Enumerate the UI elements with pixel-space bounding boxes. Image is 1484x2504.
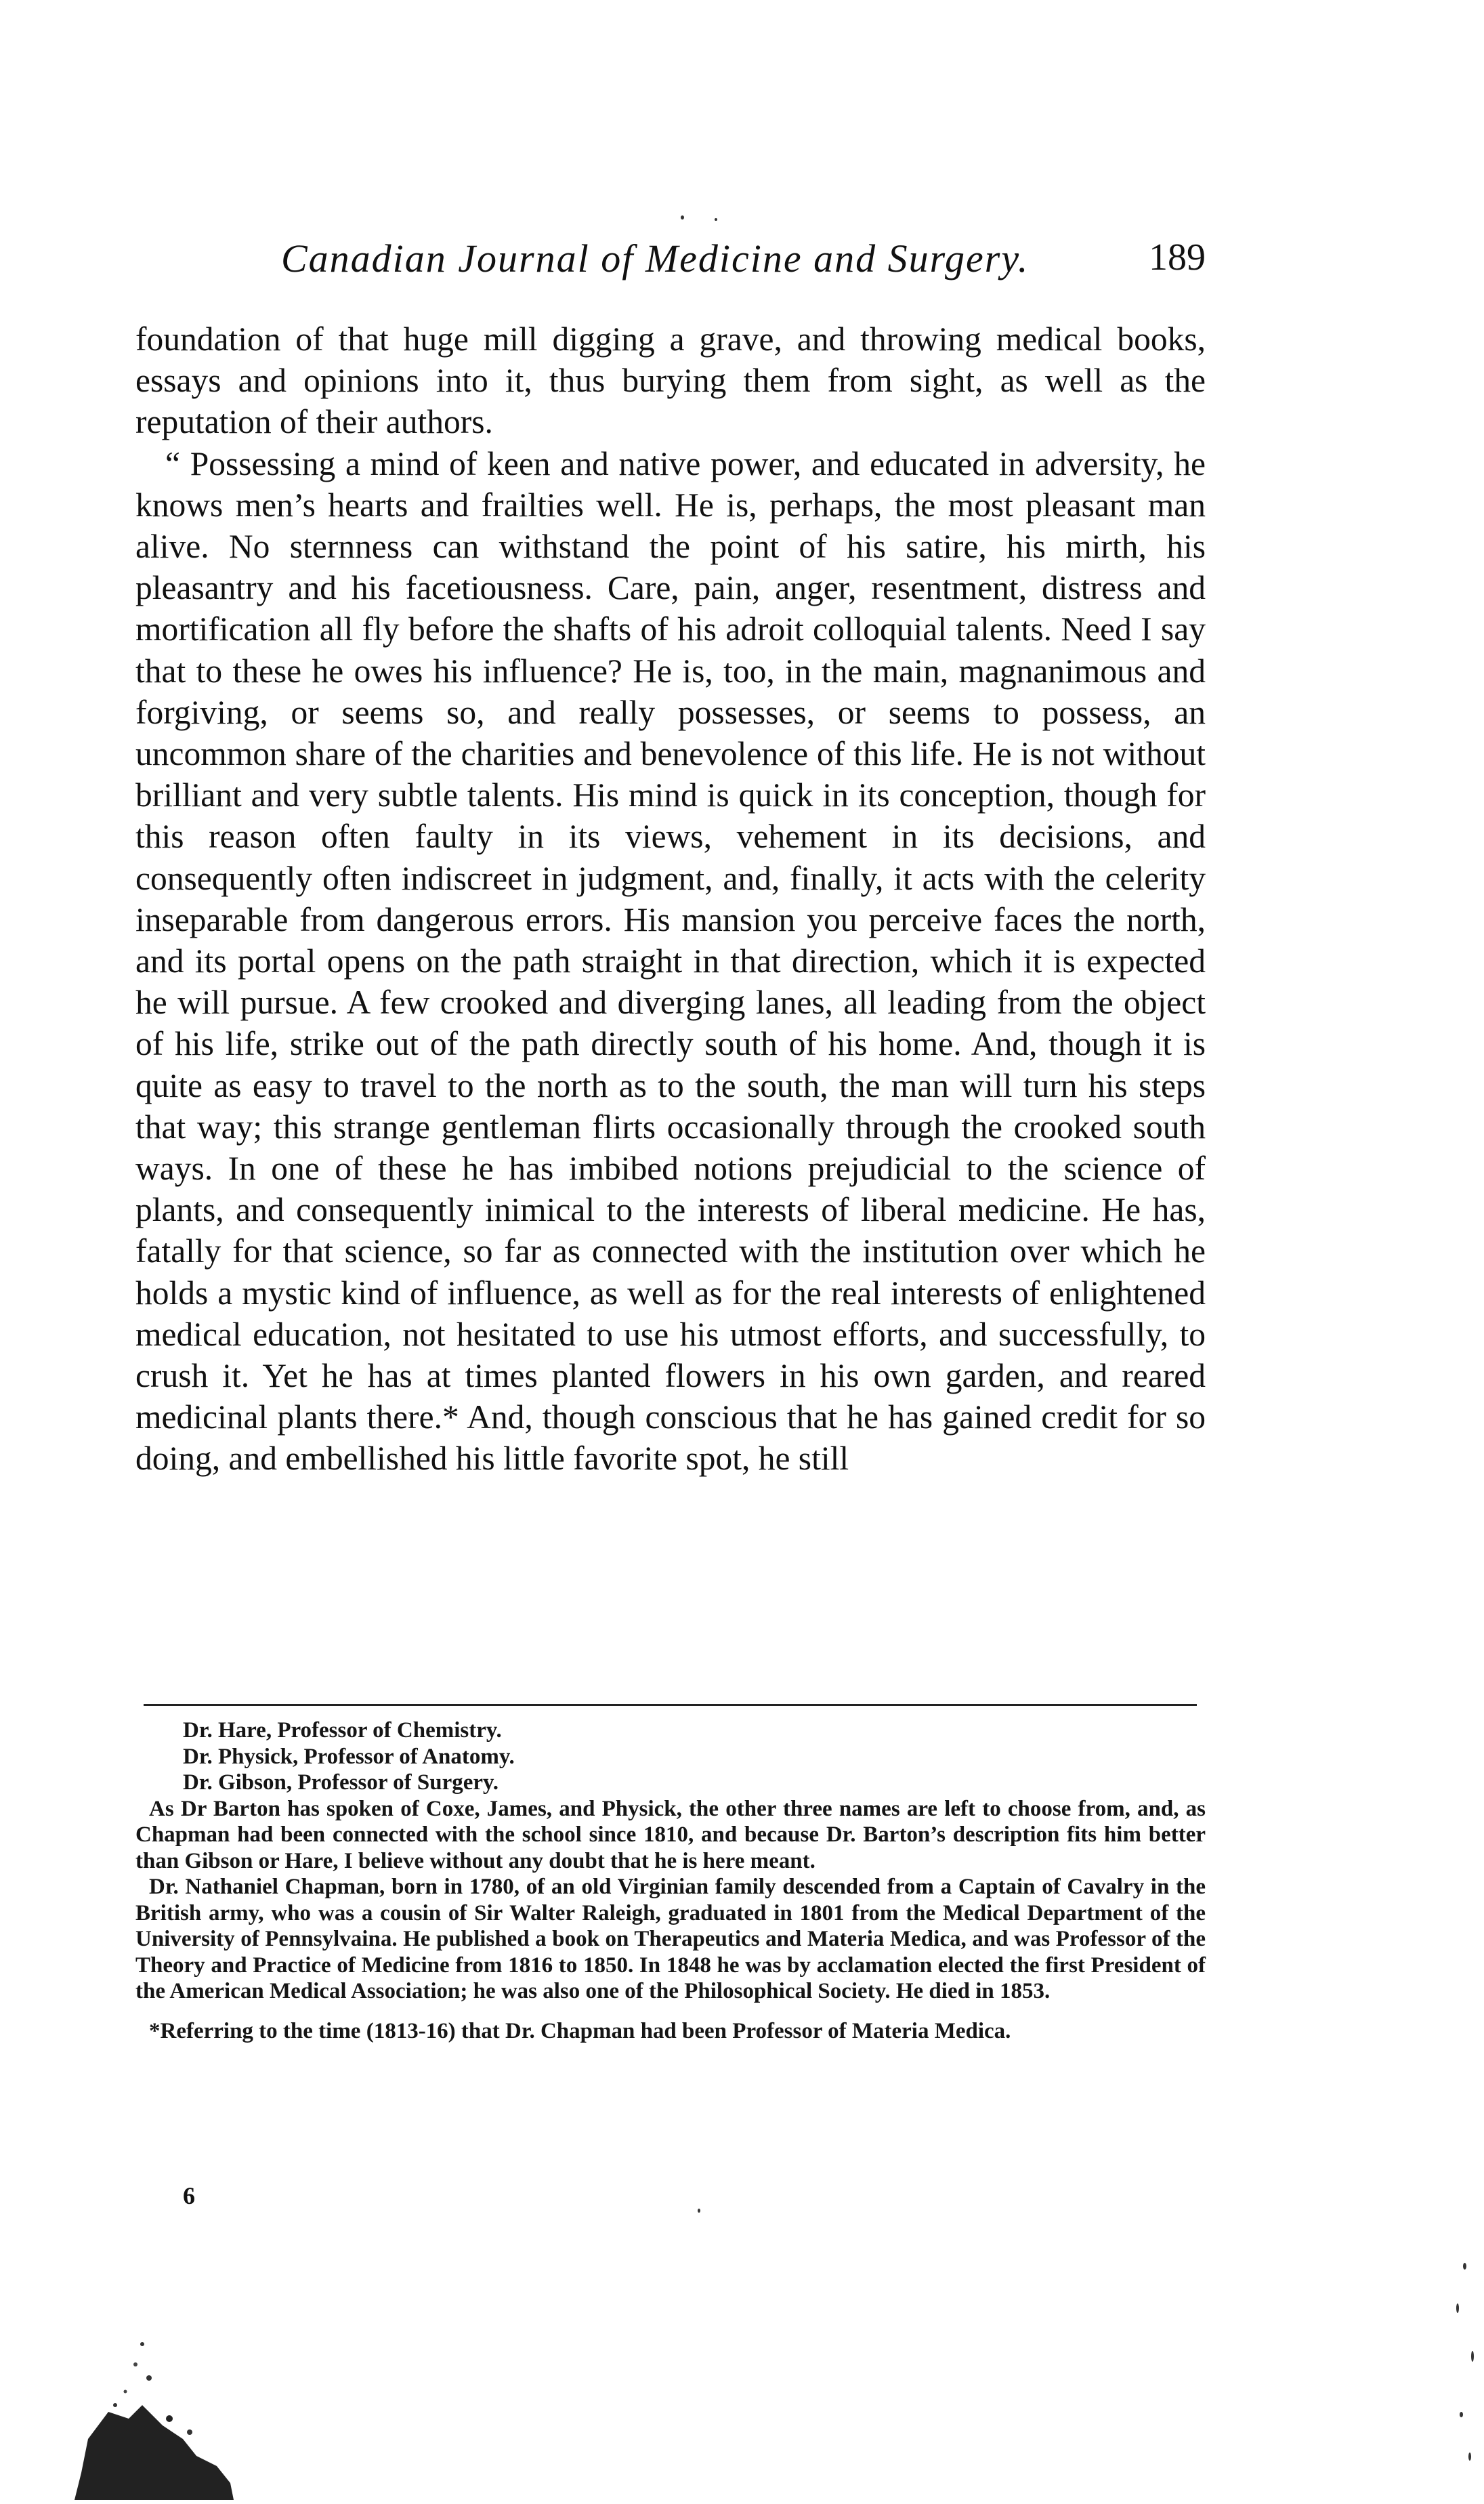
signature-mark: 6 — [183, 2182, 195, 2209]
page-header — [135, 236, 1206, 290]
body-text — [135, 318, 1206, 1480]
footnote-asterisk: *Referring to the time (1813-16) that Dr. Chapman had been Professor of Materia Medica. — [149, 2018, 1011, 2043]
scan-speck — [681, 215, 684, 220]
footnote-name-physick: Dr. Physick, Professor of Anatomy. — [183, 1744, 515, 1769]
scan-speck — [715, 218, 717, 221]
footnote-barton: As Dr Barton has spoken of Coxe, James, and Physick, the other three names are left to choose from, and, as Chapman had been connected with the school since 1810, and because Dr. Barton’s description fits him better than Gibson or Hare, I believe without any doubt that he is here meant. — [135, 1796, 1206, 1873]
footnote-name-gibson: Dr. Gibson, Professor of Surgery. — [183, 1770, 499, 1795]
footnote-chapman: Dr. Nathaniel Chapman, born in 1780, of an old Virginian family descended from a Captain of Cavalry in the British army, who was a cousin of Sir Walter Raleigh, graduated in 1801 from the Medical Department of the University of Pennsylvaina. He published a book on Therapeutics and Materia Medica, and was Professor of the Theory and Practice of Medicine from 1816 to 1850. In 1848 he was by acclamation elected the first President of the American Medical Association; he was also one of the Philosophical Society. He died in 1853. — [135, 1875, 1206, 2003]
footnote-name-hare: Dr. Hare, Professor of Chemistry. — [183, 1718, 502, 1743]
scan-speck — [1460, 2412, 1463, 2417]
footnotes — [135, 1717, 1206, 2044]
page-number: 189 — [1149, 236, 1206, 278]
running-title: Canadian Journal of Medicine and Surgery. — [281, 236, 1030, 280]
body-paragraph-quotation: “ Possessing a mind of keen and native power, and educated in adversity, he knows men’s hearts and frailties well. He is, perhaps, the most pleasant man alive. No sternness can withstand the point of his satire, his mirth, his pleasantry and his facetiousness. Care, pain, anger, resentment, distress and mortification all fly before the shafts of his adroit colloquial talents. Need I say that to these he owes his influence? He is, too, in the main, magnanimous and forgiving, or seems so, and really possesses, or seems to possess, an uncommon share of the charities and benevolence of this life. He is not without brilliant and very subtle talents. His mind is quick in its conception, though for this reason often faulty in its views, vehement in its decisions, and consequently often indiscreet in judgment, and, finally, it acts with the celerity inseparable from dangerous errors. His mansion you perceive faces the north, and its portal opens on the path straight in that direction, which it is expected he will pursue. A few crooked and diverging lanes, all leading from the object of his life, strike out of the path directly south of his home. And, though it is quite as easy to travel to the north as to the south, the man will turn his steps that way; this strange gentleman flirts occasionally through the crooked south ways. In one of these he has imbibed notions prejudicial to the science of plants, and consequently inimical to the interests of liberal medicine. He has, fatally for that science, so far as connected with the institution over which he holds a mystic kind of influence, as well as for the real interests of enlightened medical education, not hesitated to use his utmost efforts, and successfully, to crush it. Yet he has at times planted flowers in his own garden, and reared medicinal plants there.* And, though conscious that he has gained credit for so doing, and embellished his little favorite spot, he still — [135, 444, 1206, 1478]
scan-speck — [1471, 2351, 1474, 2362]
scan-speck — [1463, 2263, 1466, 2270]
scan-blotch — [61, 2337, 237, 2500]
scan-speck — [1468, 2453, 1471, 2461]
body-paragraph-continued: foundation of that huge mill digging a grave, and throwing medical books, essays and opinions into it, thus burying them from sight, as well as the reputation of their authors. — [135, 320, 1206, 441]
footnote-rule — [144, 1704, 1197, 1706]
scan-speck — [698, 2209, 700, 2213]
scan-speck — [1456, 2303, 1459, 2313]
